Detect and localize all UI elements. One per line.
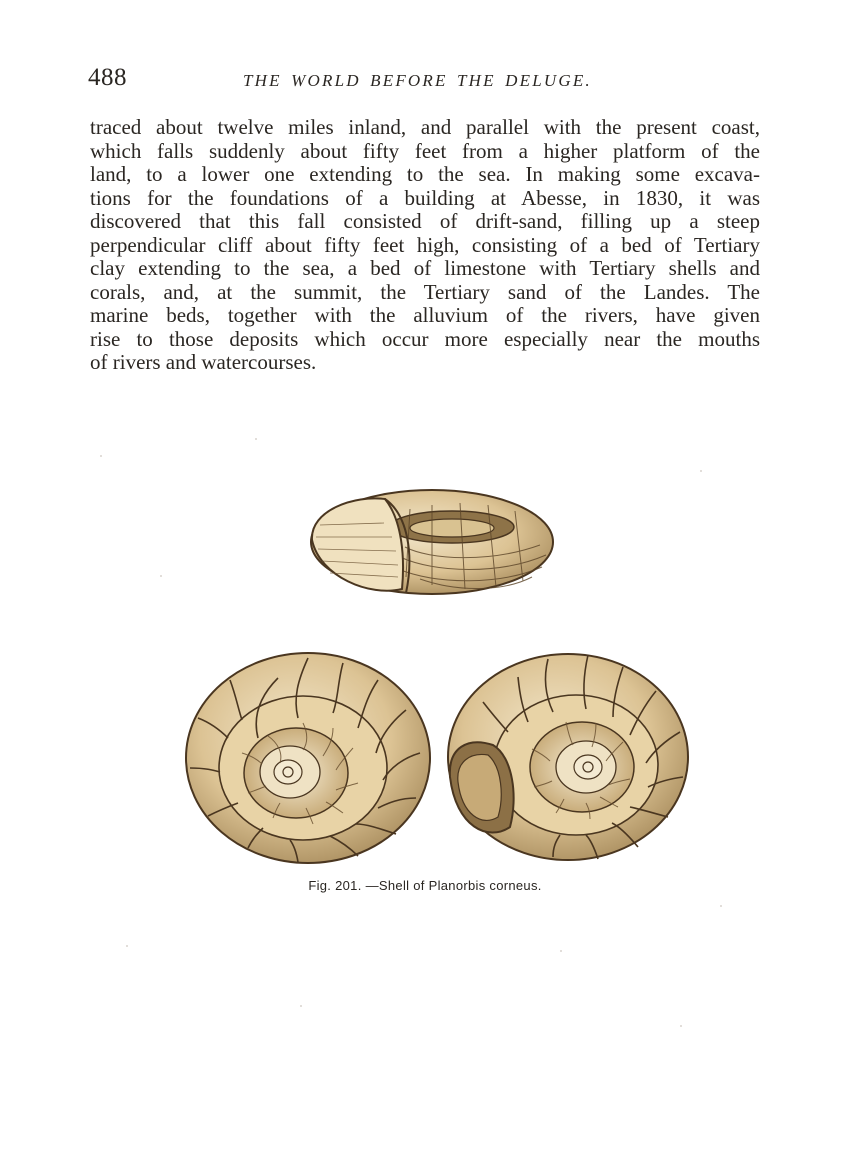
shell-side-view: [311, 490, 553, 594]
text-line: land, to a lower one extending to the sea. In making some excava-: [90, 162, 760, 186]
paper-speck: [560, 950, 562, 952]
body-paragraph: [90, 116, 760, 375]
text-line: traced about twelve miles inland, and parallel with the present coast,: [90, 115, 760, 139]
shell-aperture-view: [448, 654, 688, 860]
figure-caption-text: —Shell of Planorbis corneus.: [365, 878, 542, 893]
text-line: rise to those deposits which occur more especially near the mouths: [90, 326, 760, 351]
shell-top-view: [186, 653, 430, 863]
figure-label: Fig. 201.: [308, 878, 362, 893]
paper-speck: [680, 1025, 682, 1027]
running-title: THE WORLD BEFORE THE DELUGE.: [243, 71, 592, 90]
paper-speck: [720, 905, 722, 907]
text-line: discovered that this fall consisted of drift-sand, filling up a steep: [90, 209, 760, 233]
page-number: 488: [88, 64, 127, 91]
paper-speck: [300, 1005, 302, 1007]
figure-caption: [0, 878, 850, 893]
text-line: corals, and, at the summit, the Tertiary sand of the Landes. The: [90, 279, 760, 304]
paper-speck: [126, 945, 128, 947]
paper-speck: [255, 438, 257, 440]
text-line: which falls suddenly about fifty feet from a higher platform of the: [90, 138, 760, 163]
text-line: tions for the foundations of a building at Abesse, in 1830, it was: [90, 185, 760, 210]
text-line: perpendicular cliff about fifty feet high, consisting of a bed of Tertiary: [90, 232, 760, 257]
text-line: marine beds, together with the alluvium of the rivers, have given: [90, 303, 760, 327]
paper-speck: [700, 470, 702, 472]
text-line: clay extending to the sea, a bed of limestone with Tertiary shells and: [90, 256, 760, 280]
paper-speck: [160, 575, 162, 577]
paper-speck: [100, 455, 102, 457]
text-line: of rivers and watercourses.: [90, 350, 317, 374]
running-head: [88, 62, 760, 96]
shell-illustration: [170, 485, 710, 870]
